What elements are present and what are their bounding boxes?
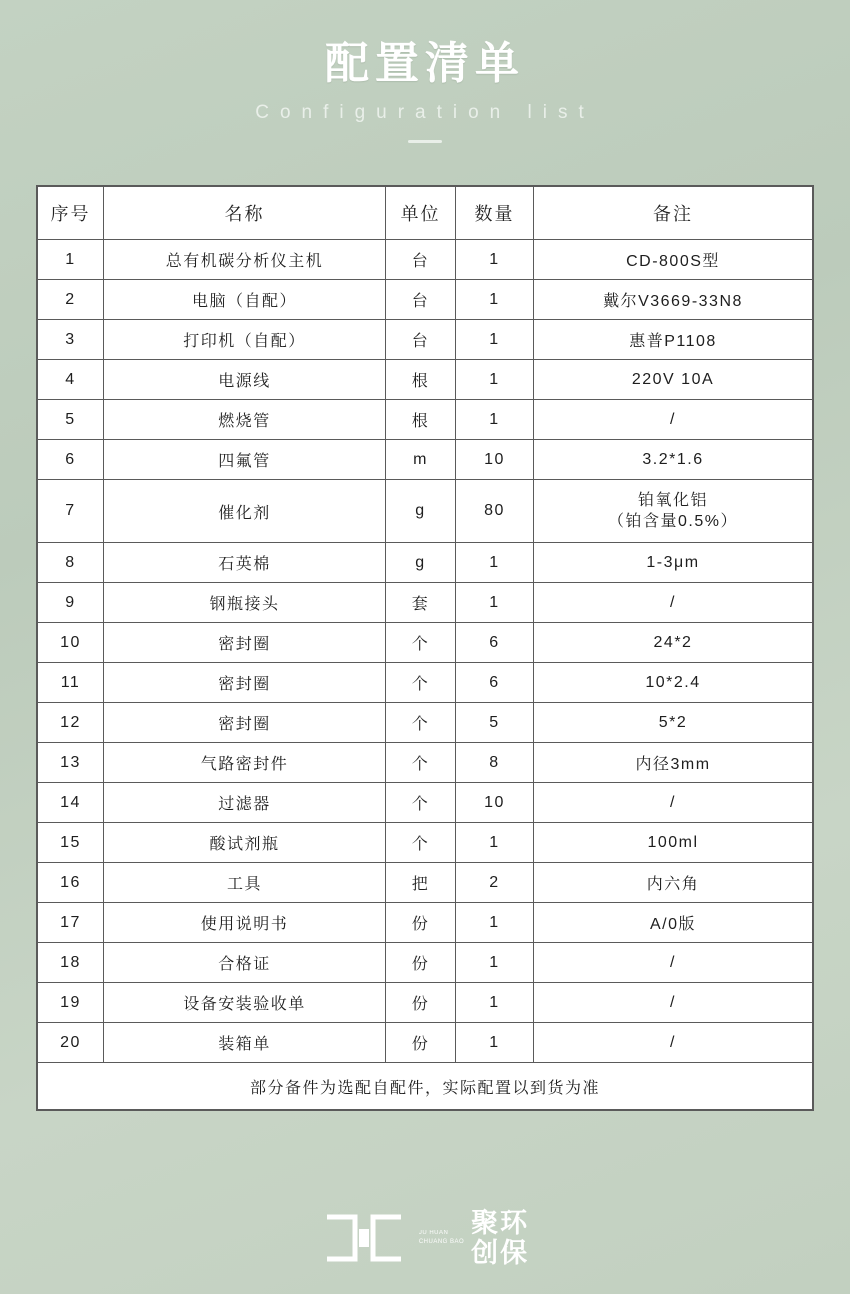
cell-name: 总有机碳分析仪主机 xyxy=(104,240,386,280)
cell-no: 7 xyxy=(38,480,104,543)
cell-no: 19 xyxy=(38,983,104,1023)
configuration-table xyxy=(37,186,813,1110)
cell-unit: 把 xyxy=(386,863,456,903)
cell-unit: 个 xyxy=(386,663,456,703)
cell-no: 17 xyxy=(38,903,104,943)
table-body xyxy=(38,240,813,1063)
cell-no: 13 xyxy=(38,743,104,783)
table-row xyxy=(38,663,813,703)
cell-no: 3 xyxy=(38,320,104,360)
cell-name: 过滤器 xyxy=(104,783,386,823)
cell-name: 装箱单 xyxy=(104,1023,386,1063)
table-row xyxy=(38,480,813,543)
table-row xyxy=(38,240,813,280)
cell-unit: 台 xyxy=(386,280,456,320)
table-row xyxy=(38,1023,813,1063)
cell-qty: 8 xyxy=(456,743,534,783)
cell-no: 18 xyxy=(38,943,104,983)
logo-pinyin-line1: JU HUAN xyxy=(418,1230,449,1237)
cell-note-line2: （铂含量0.5%） xyxy=(608,513,738,531)
cell-name: 催化剂 xyxy=(104,480,386,543)
cell-qty: 1 xyxy=(456,1023,534,1063)
cell-no: 2 xyxy=(38,280,104,320)
cell-qty: 2 xyxy=(456,863,534,903)
cell-note: / xyxy=(534,943,813,983)
cell-qty: 1 xyxy=(456,400,534,440)
table-row xyxy=(38,440,813,480)
cell-note: A/0版 xyxy=(534,903,813,943)
cell-qty: 1 xyxy=(456,320,534,360)
cell-unit: 根 xyxy=(386,400,456,440)
cell-note: / xyxy=(534,1023,813,1063)
cell-unit: 台 xyxy=(386,240,456,280)
table-row xyxy=(38,320,813,360)
cell-qty: 1 xyxy=(456,823,534,863)
cell-name: 钢瓶接头 xyxy=(104,583,386,623)
cell-note: / xyxy=(534,783,813,823)
cell-qty: 6 xyxy=(456,663,534,703)
cell-no: 11 xyxy=(38,663,104,703)
column-header-note: 备注 xyxy=(534,187,813,240)
cell-no: 1 xyxy=(38,240,104,280)
cell-name: 电源线 xyxy=(104,360,386,400)
cell-note: 1-3μm xyxy=(534,543,813,583)
cell-note: 内径3mm xyxy=(534,743,813,783)
cell-note: 5*2 xyxy=(534,703,813,743)
table-row xyxy=(38,823,813,863)
cell-name: 酸试剂瓶 xyxy=(104,823,386,863)
table-row xyxy=(38,280,813,320)
cell-name: 燃烧管 xyxy=(104,400,386,440)
cell-no: 12 xyxy=(38,703,104,743)
configuration-table-wrapper xyxy=(36,185,814,1111)
cell-note: 220V 10A xyxy=(534,360,813,400)
cell-qty: 6 xyxy=(456,623,534,663)
logo-cn-line2: 创保 xyxy=(471,1237,530,1268)
cell-qty: 1 xyxy=(456,240,534,280)
cell-no: 5 xyxy=(38,400,104,440)
logo-pinyin-line2: CHUANG BAO xyxy=(418,1238,465,1245)
table-row xyxy=(38,903,813,943)
cell-no: 20 xyxy=(38,1023,104,1063)
cell-name: 打印机（自配） xyxy=(104,320,386,360)
cell-name: 密封圈 xyxy=(104,623,386,663)
cell-name: 合格证 xyxy=(104,943,386,983)
cell-qty: 1 xyxy=(456,543,534,583)
table-row xyxy=(38,543,813,583)
cell-no: 8 xyxy=(38,543,104,583)
cell-name: 气路密封件 xyxy=(104,743,386,783)
brand-logo xyxy=(0,1208,850,1268)
table-footer xyxy=(38,1063,813,1110)
cell-unit: 根 xyxy=(386,360,456,400)
cell-unit: 个 xyxy=(386,783,456,823)
cell-qty: 80 xyxy=(456,480,534,543)
cell-unit: 个 xyxy=(386,703,456,743)
cell-qty: 1 xyxy=(456,280,534,320)
cell-note-line1: 铂氧化铝 xyxy=(637,491,708,509)
cell-no: 4 xyxy=(38,360,104,400)
table-row xyxy=(38,1063,813,1110)
table-row xyxy=(38,943,813,983)
table-row xyxy=(38,583,813,623)
table-header-row xyxy=(38,187,813,240)
cell-note: CD-800S型 xyxy=(534,240,813,280)
page-subtitle: Configuration list xyxy=(255,102,595,124)
cell-name: 电脑（自配） xyxy=(104,280,386,320)
cell-no: 16 xyxy=(38,863,104,903)
cell-unit: 台 xyxy=(386,320,456,360)
cell-name: 设备安装验收单 xyxy=(104,983,386,1023)
table-header xyxy=(38,187,813,240)
cell-note: 内六角 xyxy=(534,863,813,903)
cell-name: 密封圈 xyxy=(104,703,386,743)
cell-no: 15 xyxy=(38,823,104,863)
table-row xyxy=(38,783,813,823)
cell-unit: m xyxy=(386,440,456,480)
column-header-unit: 单位 xyxy=(386,187,456,240)
table-row xyxy=(38,360,813,400)
cell-qty: 10 xyxy=(456,440,534,480)
page-header xyxy=(0,0,850,143)
cell-qty: 1 xyxy=(456,903,534,943)
logo-chinese xyxy=(471,1208,529,1268)
cell-unit: g xyxy=(386,543,456,583)
cell-name: 使用说明书 xyxy=(104,903,386,943)
cell-name: 密封圈 xyxy=(104,663,386,703)
table-row xyxy=(38,863,813,903)
cell-qty: 1 xyxy=(456,360,534,400)
cell-note: 100ml xyxy=(534,823,813,863)
cell-no: 14 xyxy=(38,783,104,823)
cell-note: / xyxy=(534,400,813,440)
cell-no: 9 xyxy=(38,583,104,623)
table-row xyxy=(38,400,813,440)
cell-qty: 1 xyxy=(456,983,534,1023)
column-header-no: 序号 xyxy=(38,187,104,240)
cell-no: 6 xyxy=(38,440,104,480)
cell-note: 10*2.4 xyxy=(534,663,813,703)
title-divider xyxy=(408,140,442,143)
cell-no: 10 xyxy=(38,623,104,663)
cell-note: 惠普P1108 xyxy=(534,320,813,360)
cell-qty: 1 xyxy=(456,943,534,983)
cell-note: 24*2 xyxy=(534,623,813,663)
cell-unit: g xyxy=(386,480,456,543)
cell-unit: 份 xyxy=(386,943,456,983)
cell-unit: 个 xyxy=(386,743,456,783)
cell-unit: 个 xyxy=(386,623,456,663)
cell-note xyxy=(534,480,813,543)
cell-name: 石英棉 xyxy=(104,543,386,583)
cell-unit: 套 xyxy=(386,583,456,623)
table-row xyxy=(38,743,813,783)
cell-qty: 10 xyxy=(456,783,534,823)
cell-unit: 份 xyxy=(386,983,456,1023)
table-row xyxy=(38,703,813,743)
logo-cn-line1: 聚环 xyxy=(471,1207,530,1238)
cell-name: 四氟管 xyxy=(104,440,386,480)
cell-note: / xyxy=(534,583,813,623)
logo-pinyin xyxy=(419,1229,464,1246)
column-header-qty: 数量 xyxy=(456,187,534,240)
cell-note: / xyxy=(534,983,813,1023)
cell-unit: 份 xyxy=(386,1023,456,1063)
cell-qty: 1 xyxy=(456,583,534,623)
table-row xyxy=(38,623,813,663)
cell-name: 工具 xyxy=(104,863,386,903)
cell-unit: 份 xyxy=(386,903,456,943)
cell-unit: 个 xyxy=(386,823,456,863)
cell-note: 3.2*1.6 xyxy=(534,440,813,480)
logo-mark-icon xyxy=(321,1209,407,1267)
cell-qty: 5 xyxy=(456,703,534,743)
table-row xyxy=(38,983,813,1023)
logo-text xyxy=(419,1208,529,1268)
column-header-name: 名称 xyxy=(104,187,386,240)
cell-note: 戴尔V3669-33N8 xyxy=(534,280,813,320)
footer-note: 部分备件为选配自配件，实际配置以到货为准 xyxy=(38,1063,813,1110)
page-title: 配置清单 xyxy=(325,39,525,88)
